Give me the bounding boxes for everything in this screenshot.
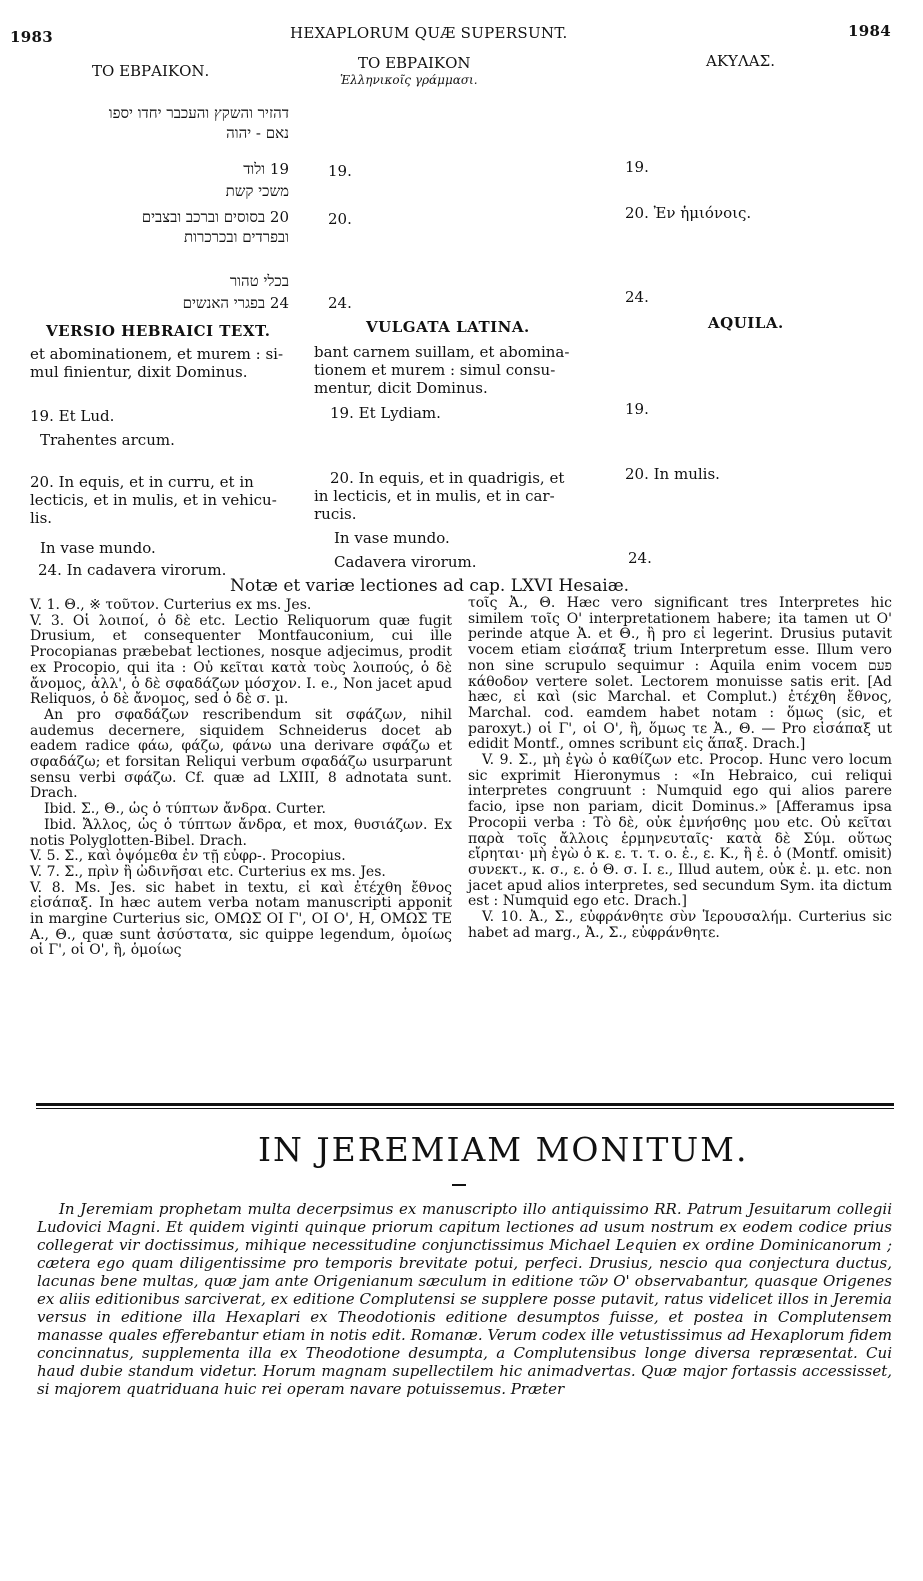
note-paragraph: An pro σφαδάζων rescribendum sit σφάζων, nihil audemus decernere, siquidem Schneiderus docet ab eadem radice φάω, φάζω, φάνω una derivare σφάζω et σφαδάζω; et forsitan Reliqui verbum σφαδάζω usurparunt sensu verbi σφάζω. Cf. quæ ad LXIII, 8 adnotata sunt. Drach. [30, 706, 452, 802]
hebrew-line: נאם - יהוה [226, 124, 289, 142]
latin-line: lecticis, et in mulis, et in vehicu- [30, 491, 277, 509]
latin-line: 20. In mulis. [625, 465, 720, 483]
note-paragraph: Ibid. Ἄλλος, ὡς ὁ τύπτων ἄνδρα, et mox, θυσιάζων. Ex notis Polyglotten-Bibel. Drach. [30, 816, 452, 849]
verse-number: 24. [328, 294, 352, 312]
notes-right-column [468, 596, 892, 941]
verse-number: 19. [328, 162, 352, 180]
latin-line: 20. In equis, et in quadrigis, et [330, 469, 565, 487]
note-paragraph: V. 1. Θ., ※ τοῦτον. Curterius ex ms. Jes. [30, 597, 312, 613]
latin-line: et abominationem, et murem : si- [30, 345, 284, 363]
latin-line: lis. [30, 509, 53, 527]
col3-latin-header: AQUILA. [708, 314, 784, 332]
verse-number: 20. [328, 210, 352, 228]
page-number-left: 1983 [10, 28, 53, 46]
note-paragraph: V. 3. Οἱ λοιποί, ὁ δὲ etc. Lectio Reliquorum quæ fugit Drusium, et consequenter Montfauconium, cui ille Procopianas præbebat lectiones, nosque adjecimus, prodit ex Procopio, qui ita : Οὐ κεῖται κατὰ τοὺς λοιπούς, ὁ δὲ ἄνομος, ἀλλ', ὁ δὲ σφαδάζων μόσχον. I. e., Non jacet apud Reliquos, ὁ δὲ ἄνομος, sed ὁ δὲ σ. μ. [30, 612, 452, 708]
col1-greek-header: ΤΟ ΕΒΡΑΙΚΟΝ. [92, 62, 210, 80]
hebrew-line: דהזיר והשקץ והעכבר יחדו יספו [108, 104, 289, 122]
latin-line: 24. In cadavera virorum. [38, 561, 227, 579]
hebrew-line: ובפרדים ובכרכרות [183, 228, 289, 246]
latin-line: mul finientur, dixit Dominus. [30, 363, 248, 381]
hebrew-line: 24 בפגרי האנשים [182, 294, 289, 312]
latin-line: 20. In equis, et in curru, et in [30, 473, 254, 491]
latin-line: mentur, dicit Dominus. [314, 379, 488, 397]
latin-line: 24. [628, 549, 652, 567]
latin-line: In vase mundo. [40, 539, 156, 557]
col2-greek-header: ΤΟ ΕΒΡΑΙΚΟΝ [358, 54, 471, 72]
note-paragraph: V. 5. Σ., καὶ ὀψόμεθα ἐν τῇ εὐφρ-. Procopius. [30, 848, 346, 865]
section-rule-thin [36, 1108, 894, 1109]
verse-number: 24. [625, 288, 649, 306]
latin-line: 19. [625, 400, 649, 418]
col3-greek-header: ΑΚΥΛΑΣ. [706, 52, 775, 70]
note-paragraph: V. 10. Ἀ., Σ., εὐφράνθητε σὺν Ἱερουσαλήμ. Curterius sic habet ad marg., Ἀ., Σ., εὐφράνθητε. [468, 909, 892, 941]
note-paragraph: V. 9. Σ., μὴ ἐγὼ ὁ καθίζων etc. Procop. Hunc vero locum sic exprimit Hieronymus : «In Hebraico, cui reliqui interpretes congruunt : Numquid ego qui alios parere facio, ipse non pariam, dicit Dominus.» [Afferamus ipsa Procopii verba : Τὸ δὲ, οὐκ ἐμνήσθης μου etc. Οὐ κεῖται παρὰ τοῖς ἄλλοις ἑρμηνευταῖς· κατὰ δὲ Σύμ. οὕτως εἴρηται· μὴ ἐγὼ ὁ κ. ε. τ. τ. ο. ἐ., ε. Κ., ἢ ἐ. ὁ (Montf. omisit) συνεκτ., κ. σ., ε. ὁ Θ. σ. Ι. ε., Illud autem, οὐκ ἐ. μ. etc. non jacet apud alios interpretes, sed secundum Sym. ita dictum est : Numquid ego etc. Drach.] [468, 752, 892, 910]
notes-title: Notæ et variæ lectiones ad cap. LXVI Hesaiæ. [230, 576, 630, 596]
latin-line: rucis. [314, 505, 357, 523]
note-paragraph: V. 8. Ms. Jes. sic habet in textu, εἰ καὶ ἐτέχθη ἔθνος εἰσάπαξ. In hæc autem verba notam manuscripti apponit in margine Curterius sic, ΟΜΩΣ ΟΙ Γ', ΟΙ Ο', Η, ΟΜΩΣ ΤΕ Α., Θ., quæ sunt ἀσύστατα, sic quippe legendum, ὁμοίως οἱ Γ', οἱ Ο', ἢ, ὁμοίως [30, 879, 452, 959]
latin-line: Trahentes arcum. [40, 431, 175, 449]
verse-aquila-20: 20. Ἐν ἡμιόνοις. [625, 204, 752, 222]
note-paragraph: Ibid. Σ., Θ., ὡς ὁ τύπτων ἄνδρα. Curter. [44, 801, 326, 818]
running-title: HEXAPLORUM QUÆ SUPERSUNT. [290, 24, 568, 42]
latin-line: in lecticis, et in mulis, et in car- [314, 487, 555, 505]
latin-line: bant carnem suillam, et abomina- [314, 343, 570, 361]
col2-latin-header: VULGATA LATINA. [366, 318, 530, 336]
col2-greek-subheader: Ἑλληνικοῖς γράμμασι. [340, 73, 478, 87]
section-rule [36, 1103, 894, 1106]
monitum-title: IN JEREMIAM MONITUM. [258, 1130, 749, 1169]
latin-line: 19. Et Lydiam. [330, 404, 441, 422]
notes-left-column [30, 598, 452, 959]
latin-line: Cadavera virorum. [334, 553, 477, 571]
note-paragraph: τοῖς Ἀ., Θ. Hæc vero significant tres Interpretes hic similem τοῖς Ο' interpretationem habere; ita tamen ut Ο' perinde atque Ἀ. et Θ., ἢ pro εἰ legerint. Drusius putavit vocem etiam εἰσάπαξ trium Interpretum esse. Illum vero non sine scrupulo sequimur : Aquila enim vocem פעם κάθοδον vertere solet. Lectorem monuisse satis erit. [Ad hæc, εἰ καὶ (sic Marchal. et Complut.) ἐτέχθη ἔθνος, Marchal. cod. eamdem habet notam : ὅμως (sic, et paroxyt.) οἱ Γ', οἱ Ο', ἢ, ὅμως τε Ἀ., Θ. — Pro εἰσάπαξ ut edidit Montf., omnes scribunt εἰς ἅπαξ. Drach.] [468, 595, 892, 753]
title-dash [452, 1184, 466, 1186]
note-paragraph: V. 7. Σ., πρὶν ἢ ὠδινῆσαι etc. Curterius ex ms. Jes. [30, 863, 386, 880]
col1-latin-header: VERSIO HEBRAICI TEXT. [46, 322, 271, 340]
latin-line: tionem et murem : simul consu- [314, 361, 556, 379]
hebrew-line: בכלי טהור [229, 272, 289, 290]
hebrew-line: משכי קשת [225, 182, 289, 200]
page-number-right: 1984 [848, 22, 891, 40]
monitum-body: In Jeremiam prophetam multa decerpsimus ex manuscripto illo antiquissimo RR. Patrum Jesuitarum collegii Ludovici Magni. Et quidem viginti quinque priorum capitum lectiones ad usum nostrum ex eodem codice prius collegerat vir doctissimus, mihique necessitudine conjunctissimus Michael Lequien ex ordine Dominicanorum ; cætera ego quam diligentissime pro temporis brevitate potui, perfeci. Drusius, nescio qua conjectura ductus, lacunas bene multas, quæ jam ante Origenianum sæculum in editione τῶν Ο' observabantur, quasque Origenes ex aliis editionibus sarciverat, ex editione Complutensi se supplere posse putavit, ratus videlicet illos in Jeremia versus in editione illa Hexaplari ex Theodotionis editione desumptos fuisse, et postea in Complutensem manasse quales efferebantur etiam in notis edit. Romanæ. Verum codex ille vetustissimus ad Hexaplorum fidem concinnatus, supplementa illa ex Theodotione desumpta, a Complutensibus longe diversa repræsentat. Cui haud dubie standum videtur. Horum magnam supellectilem hic animadvertas. Quæ major fortassis accessisset, si majorem quatriduana huic rei operam navare potuissemus. Præter [37, 1200, 892, 1398]
hebrew-line: 19 ולוד [243, 160, 289, 178]
latin-line: 19. Et Lud. [30, 407, 115, 425]
latin-line: In vase mundo. [334, 529, 450, 547]
verse-number: 19. [625, 158, 649, 176]
hebrew-line: 20 בסוסים וברכב ובצבים [141, 208, 289, 226]
